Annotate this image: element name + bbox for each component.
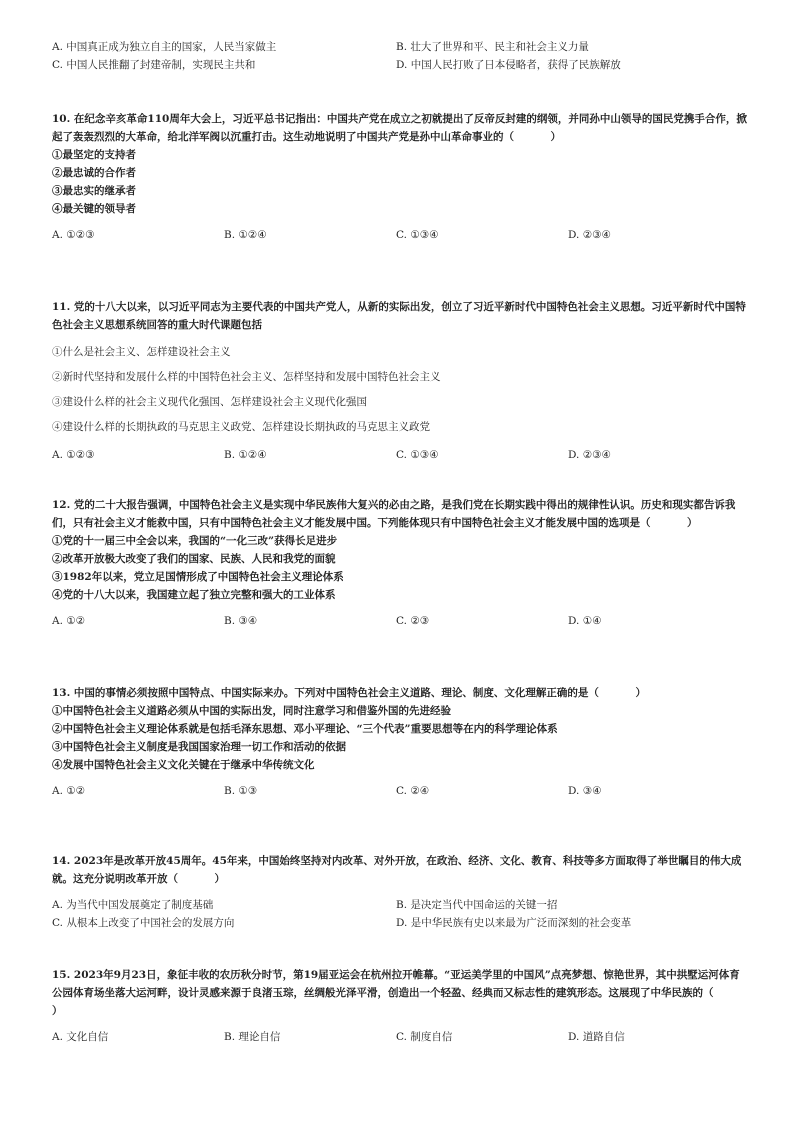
statement-3: ③最忠实的继承者 bbox=[52, 185, 136, 197]
question-stem: 11. 党的十八大以来，以习近平同志为主要代表的中国共产党人，从新的实际出发，创立了习近平新时代中国特色社会主义思想。习近平新时代中国特色社会主义思想系统回答的重大时代课题包括 bbox=[52, 301, 746, 331]
option-a[interactable]: A. 中国真正成为独立自主的国家，人民当家做主 bbox=[52, 41, 277, 53]
option-d[interactable]: D. 中国人民打败了日本侵略者，获得了民族解放 bbox=[396, 59, 621, 71]
option-b[interactable]: B. ①③ bbox=[224, 785, 258, 797]
question-stem: 14. 2023年是改革开放45周年。45年来，中国始终坚持对内改革、对外开放，在政治、经济、文化、教育、科技等多方面取得了举世瞩目的伟大成就。这充分说明改革开放（ ） bbox=[52, 855, 742, 885]
option-c[interactable]: C. ①③④ bbox=[396, 229, 439, 241]
statement-1: ①什么是社会主义、怎样建设社会主义 bbox=[52, 346, 231, 358]
statement-3: ③中国特色社会主义制度是我国国家治理一切工作和活动的依据 bbox=[52, 741, 346, 753]
question-15-options bbox=[52, 1028, 748, 1046]
statement-2: ②新时代坚持和发展什么样的中国特色社会主义、怎样坚持和发展中国特色社会主义 bbox=[52, 371, 441, 383]
option-b[interactable]: B. ①②④ bbox=[224, 229, 267, 241]
option-d[interactable]: D. 道路自信 bbox=[568, 1031, 625, 1043]
option-b[interactable]: B. 壮大了世界和平、民主和社会主义力量 bbox=[396, 41, 589, 53]
statement-1: ①最坚定的支持者 bbox=[52, 149, 136, 161]
option-a[interactable]: A. ①②③ bbox=[52, 449, 95, 461]
statement-2: ②改革开放极大改变了我们的国家、民族、人民和我党的面貌 bbox=[52, 553, 336, 565]
statement-4: ④发展中国特色社会主义文化关键在于继承中华传统文化 bbox=[52, 759, 315, 771]
statement-1: ①中国特色社会主义道路必须从中国的实际出发，同时注意学习和借鉴外国的先进经验 bbox=[52, 705, 451, 717]
question-9 bbox=[52, 38, 748, 74]
option-d[interactable]: D. ②③④ bbox=[568, 229, 611, 241]
question-12 bbox=[52, 496, 748, 630]
question-15 bbox=[52, 966, 751, 1046]
question-13 bbox=[52, 684, 748, 800]
question-13-options bbox=[52, 782, 748, 800]
option-c[interactable]: C. ①③④ bbox=[396, 449, 439, 461]
option-b[interactable]: B. 是决定当代中国命运的关键一招 bbox=[396, 899, 558, 911]
statement-2: ②中国特色社会主义理论体系就是包括毛泽东思想、邓小平理论、“三个代表”重要思想等在内的科学理论体系 bbox=[52, 723, 558, 735]
option-a[interactable]: A. ①② bbox=[52, 785, 86, 797]
option-c[interactable]: C. ②④ bbox=[396, 785, 430, 797]
option-b[interactable]: B. 理论自信 bbox=[224, 1031, 281, 1043]
option-b[interactable]: B. ③④ bbox=[224, 615, 258, 627]
statement-3: ③1982年以来，党立足国情形成了中国特色社会主义理论体系 bbox=[52, 571, 344, 583]
option-d[interactable]: D. ③④ bbox=[568, 785, 602, 797]
question-10 bbox=[52, 110, 748, 244]
question-stem: 10. 在纪念辛亥革命110周年大会上，习近平总书记指出：中国共产党在成立之初就提出了反帝反封建的纲领，并同孙中山领导的国民党携手合作，掀起了轰轰烈烈的大革命，给北洋军阀以沉重打击。这生动地说明了中国共产党是孙中山革命事业的（ ） bbox=[52, 113, 747, 143]
option-d[interactable]: D. 是中华民族有史以来最为广泛而深刻的社会变革 bbox=[396, 917, 632, 929]
statement-4: ④建设什么样的长期执政的马克思主义政党、怎样建设长期执政的马克思主义政党 bbox=[52, 421, 430, 433]
question-11 bbox=[52, 298, 748, 464]
option-a[interactable]: A. 文化自信 bbox=[52, 1031, 109, 1043]
option-c[interactable]: C. 制度自信 bbox=[396, 1031, 453, 1043]
statement-1: ①党的十一届三中全会以来，我国的“一化三改”获得长足进步 bbox=[52, 535, 338, 547]
question-stem: 12. 党的二十大报告强调，中国特色社会主义是实现中华民族伟大复兴的必由之路，是我们党在长期实践中得出的规律性认识。历史和现实都告诉我们，只有社会主义才能救中国，只有中国特色社会主义才能发展中国。下列能体现只有中国特色社会主义才能发展中国的选项是（ ） bbox=[52, 499, 736, 529]
option-a[interactable]: A. ①②③ bbox=[52, 229, 95, 241]
question-stem: 15. 2023年9月23日，象征丰收的农历秋分时节，第19届亚运会在杭州拉开帷幕。“亚运美学里的中国风”点亮梦想、惊艳世界，其中拱墅运河体育公园体育场坐落大运河畔，设计灵感来源于良渚玉琮，丝绸般光泽平滑，创造出一个轻盈、经典而又标志性的建筑形态。这展现了中华民族的（ ） bbox=[52, 969, 751, 1017]
question-9-options bbox=[52, 38, 748, 74]
option-c[interactable]: C. 从根本上改变了中国社会的发展方向 bbox=[52, 917, 235, 929]
option-b[interactable]: B. ①②④ bbox=[224, 449, 267, 461]
question-stem: 13. 中国的事情必须按照中国特点、中国实际来办。下列对中国特色社会主义道路、理论、制度、文化理解正确的是（ ） bbox=[52, 687, 646, 699]
question-11-options bbox=[52, 446, 748, 464]
question-14-options bbox=[52, 896, 748, 932]
question-14 bbox=[52, 852, 748, 932]
option-a[interactable]: A. 为当代中国发展奠定了制度基础 bbox=[52, 899, 214, 911]
statement-3: ③建设什么样的社会主义现代化强国、怎样建设社会主义现代化强国 bbox=[52, 396, 367, 408]
option-a[interactable]: A. ①② bbox=[52, 615, 86, 627]
question-12-options bbox=[52, 612, 748, 630]
option-d[interactable]: D. ①④ bbox=[568, 615, 602, 627]
option-d[interactable]: D. ②③④ bbox=[568, 449, 611, 461]
option-c[interactable]: C. ②③ bbox=[396, 615, 430, 627]
statement-4: ④党的十八大以来，我国建立起了独立完整和强大的工业体系 bbox=[52, 589, 336, 601]
statement-4: ④最关键的领导者 bbox=[52, 203, 136, 215]
statement-2: ②最忠诚的合作者 bbox=[52, 167, 136, 179]
option-c[interactable]: C. 中国人民推翻了封建帝制，实现民主共和 bbox=[52, 59, 256, 71]
question-10-options bbox=[52, 226, 748, 244]
